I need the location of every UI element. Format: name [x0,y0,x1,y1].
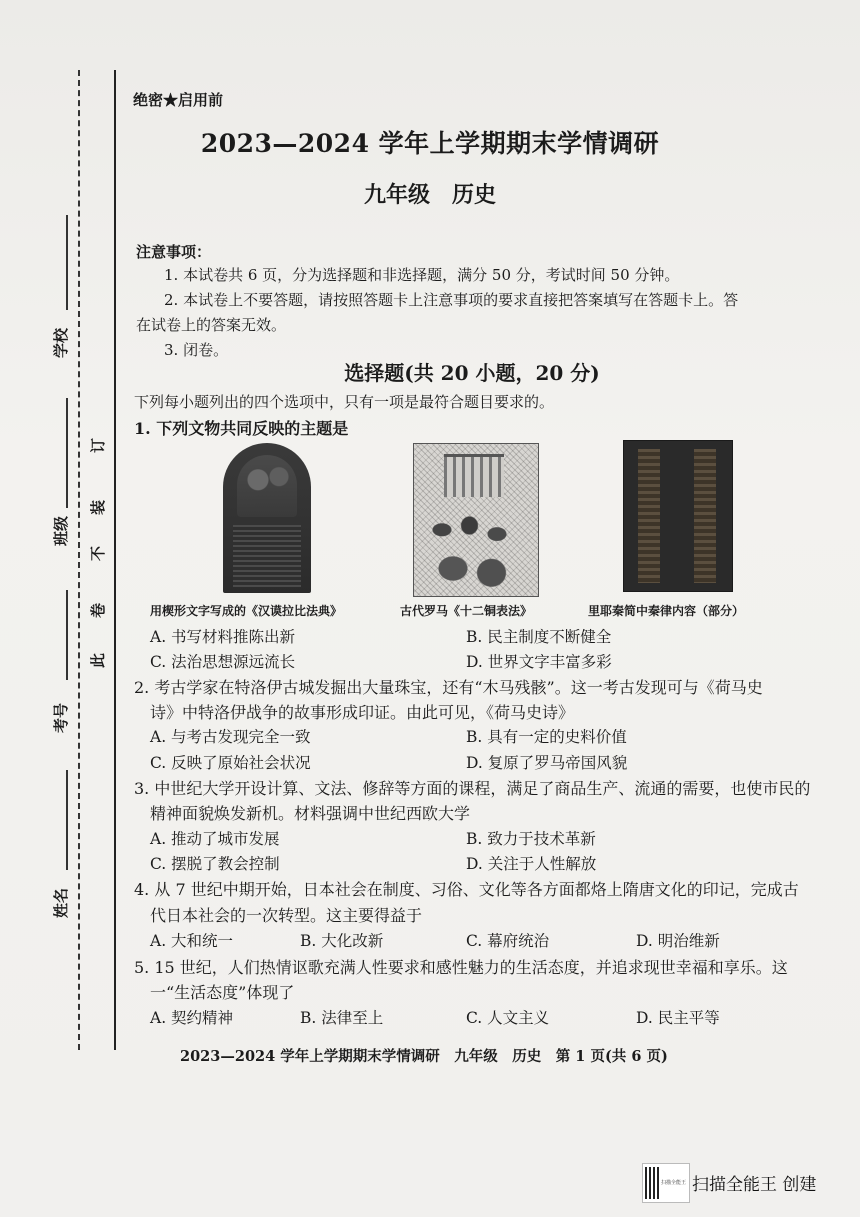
option-c: C. 幕府统治 [466,932,550,950]
option-a: A. 大和统一 [150,932,234,950]
school-blank [66,215,68,310]
class-label: 班级 [52,515,70,546]
question-5-stem-cont: 一“生活态度”体现了 [150,983,295,1002]
qr-code-icon [645,1167,659,1199]
bamboo-slip [638,449,660,583]
class-blank [66,398,68,508]
seal-char: 不 [89,545,108,562]
engraving-figures [420,504,530,590]
question-4-stem: 4. 从 7 世纪中期开始，日本社会在制度、习俗、文化等各方面都烙上隋唐文化的印记，完成古 [134,880,799,899]
seal-char: 订 [89,437,108,454]
bamboo-slip [694,449,716,583]
question-2-stem-cont: 诗》中特洛伊战争的故事形成印证。由此可见，《荷马史诗》 [150,703,575,722]
notice-heading: 注意事项： [136,243,212,261]
exam-title: 2023—2024 学年上学期期末学情调研 [200,129,660,158]
hammurabi-code-stele-image [223,443,311,593]
seal-char: 此 [89,652,108,669]
school-label: 学校 [52,327,70,358]
option-d: D. 世界文字丰富多彩 [466,653,612,671]
question-5-stem: 5. 15 世纪，人们热情讴歌充满人性要求和感性魅力的生活态度，并追求现世幸福和享乐。这 [134,958,788,977]
option-d: D. 明治维新 [636,932,720,950]
option-b: B. 民主制度不断健全 [466,628,612,646]
exam-no-label: 考号 [52,702,70,733]
notice-item: 2. 本试卷上不要答题，请按照答题卡上注意事项的要求直接把答案填写在答题卡上。答 [164,291,739,309]
option-c: C. 人文主义 [466,1009,550,1027]
question-3-stem-cont: 精神面貌焕发新机。材料强调中世纪西欧大学 [150,804,471,823]
binding-dashed-line [78,70,80,1050]
option-d: D. 关注于人性解放 [466,855,597,873]
section-title: 选择题(共 20 小题，20 分) [344,361,600,385]
notice-item: 3. 闭卷。 [164,341,229,359]
option-b: B. 大化改新 [300,932,384,950]
option-b: B. 致力于技术革新 [466,830,596,848]
caption-liye-slips: 里耶秦简中秦律内容（部分） [588,604,745,618]
option-a: A. 推动了城市发展 [150,830,280,848]
seal-char: 卷 [89,602,108,619]
option-b: B. 具有一定的史料价值 [466,728,627,746]
option-d: D. 民主平等 [636,1009,720,1027]
liye-qin-slips-image [623,440,733,592]
binding-solid-line [114,70,116,1050]
name-label: 姓名 [52,887,70,918]
option-d: D. 复原了罗马帝国风貌 [466,754,628,772]
question-2-stem: 2. 考古学家在特洛伊古城发掘出大量珠宝，还有“木马残骸”。这一考古发现可与《荷马史 [134,678,763,697]
option-c: C. 法治思想源远流长 [150,653,296,671]
notice-item: 在试卷上的答案无效。 [136,316,287,334]
option-a: A. 与考古发现完全一致 [150,728,311,746]
seal-char: 装 [89,499,108,516]
scanner-watermark: 扫描全能王 创建 [692,1175,817,1195]
option-c: C. 反映了原始社会状况 [150,754,311,772]
engraving-building [444,454,504,497]
section-instruction: 下列每小题列出的四个选项中，只有一项是最符合题目要求的。 [134,393,555,411]
caption-hammurabi: 用楔形文字写成的《汉谟拉比法典》 [150,604,343,618]
option-a: A. 书写材料推陈出新 [150,628,296,646]
scanner-logo-text: 扫描全能王 [661,1180,687,1186]
caption-twelve-tables: 古代罗马《十二铜表法》 [400,604,533,618]
question-4-stem-cont: 代日本社会的一次转型。这主要得益于 [150,906,423,925]
exam-no-blank [66,590,68,680]
option-a: A. 契约精神 [150,1009,234,1027]
option-b: B. 法律至上 [300,1009,384,1027]
exam-subtitle: 九年级 历史 [363,182,496,208]
confidential-label: 绝密★启用前 [133,91,224,109]
question-1-stem: 1. 下列文物共同反映的主题是 [134,419,349,438]
question-3-stem: 3. 中世纪大学开设计算、文法、修辞等方面的课程，满足了商品生产、流通的需要，也使市民的 [134,779,811,798]
stele-relief [237,455,297,517]
option-c: C. 摆脱了教会控制 [150,855,280,873]
cuneiform-text [233,525,301,587]
twelve-tables-engraving-image [413,443,539,597]
name-blank [66,770,68,870]
page-footer: 2023—2024 学年上学期期末学情调研 九年级 历史 第 1 页(共 6 页) [180,1048,668,1065]
scanner-logo [642,1163,690,1203]
notice-item: 1. 本试卷共 6 页，分为选择题和非选择题，满分 50 分，考试时间 50 分钟。 [164,266,680,284]
